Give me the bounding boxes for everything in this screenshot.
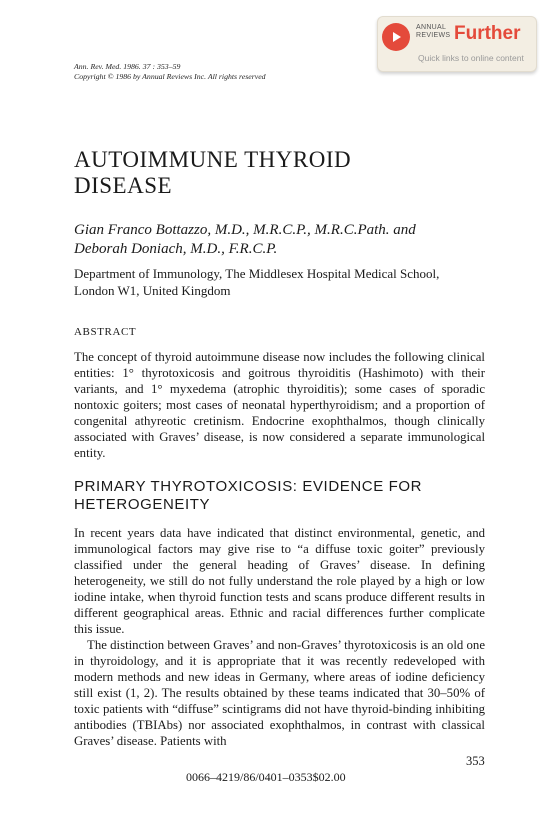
copyright-line: Copyright © 1986 by Annual Reviews Inc. All rights reserved [74, 72, 266, 81]
banner-subtitle: Quick links to online content [418, 53, 524, 63]
journal-citation [74, 62, 266, 82]
play-icon [382, 23, 410, 51]
section-heading [74, 478, 422, 514]
affiliation-line-1: Department of Immunology, The Middlesex Hospital Medical School, [74, 266, 440, 281]
banner-publisher [416, 24, 450, 40]
authors-line-1: Gian Franco Bottazzo, M.D., M.R.C.P., M.R.C.Path. and [74, 222, 416, 238]
article-title [74, 147, 351, 199]
body-paragraph-2: The distinction between Graves’ and non-Graves’ thyrotoxicosis is an old one in thyroidology, and it is appropriate that it was recently redeveloped with modern methods and new ideas in Germany, where areas of iodine deficiency still exist (1, 2). The results obtained by these teams indicated that 30–50% of toxic patients with “diffuse” scintigrams did not have thyroid-binding inhibiting antibodies (TBIAbs) nor associated exophthalmos, in contrast with classical Graves’ disease. Patients with [74, 638, 485, 748]
footer-code: 0066–4219/86/0401–0353$02.00 [186, 770, 346, 784]
section-heading-line-2: HETEROGENEITY [74, 496, 211, 513]
banner-annual: ANNUAL [416, 24, 447, 31]
section-heading-line-1: PRIMARY THYROTOXICOSIS: EVIDENCE FOR [74, 478, 423, 495]
abstract-text: The concept of thyroid autoimmune disease now includes the following clinical entities: 1° thyrotoxicosis and goitrous thyroiditis (Hashimoto) with their variants, and 1° myxedema (atrophic thyroiditis); some cases of sporadic nontoxic goiters; most cases of neonatal hyperthyroidism; and a proportion of congenital athyreotic cretinism. Endocrine exophthalmos, though clinically associated with Graves’ disease, is now considered a separate immunological entity. [74, 350, 485, 460]
abstract-heading: ABSTRACT [74, 326, 137, 338]
citation-line: Ann. Rev. Med. 1986. 37 : 353–59 [74, 62, 181, 71]
affiliation-line-2: London W1, United Kingdom [74, 283, 231, 298]
page-number: 353 [466, 754, 485, 768]
title-line-1: AUTOIMMUNE THYROID [74, 147, 352, 172]
authors [74, 221, 416, 259]
title-line-2: DISEASE [74, 173, 173, 198]
banner-further: Further [454, 23, 521, 44]
banner-reviews: REVIEWS [416, 32, 451, 39]
authors-line-2: Deborah Doniach, M.D., F.R.C.P. [74, 241, 278, 257]
body-paragraph-1: In recent years data have indicated that distinct environmental, genetic, and immunological factors may give rise to “a diffuse toxic goiter” previously classified under the general heading of Graves’ disease. In defining heterogeneity, we still do not fully understand the role played by a high or low iodine intake, when thyroid function tests and scans produce different results in different geographical areas. Ethnic and racial differences further complicate this issue. [74, 526, 485, 636]
further-links-banner[interactable] [377, 16, 537, 72]
affiliation [74, 265, 439, 299]
